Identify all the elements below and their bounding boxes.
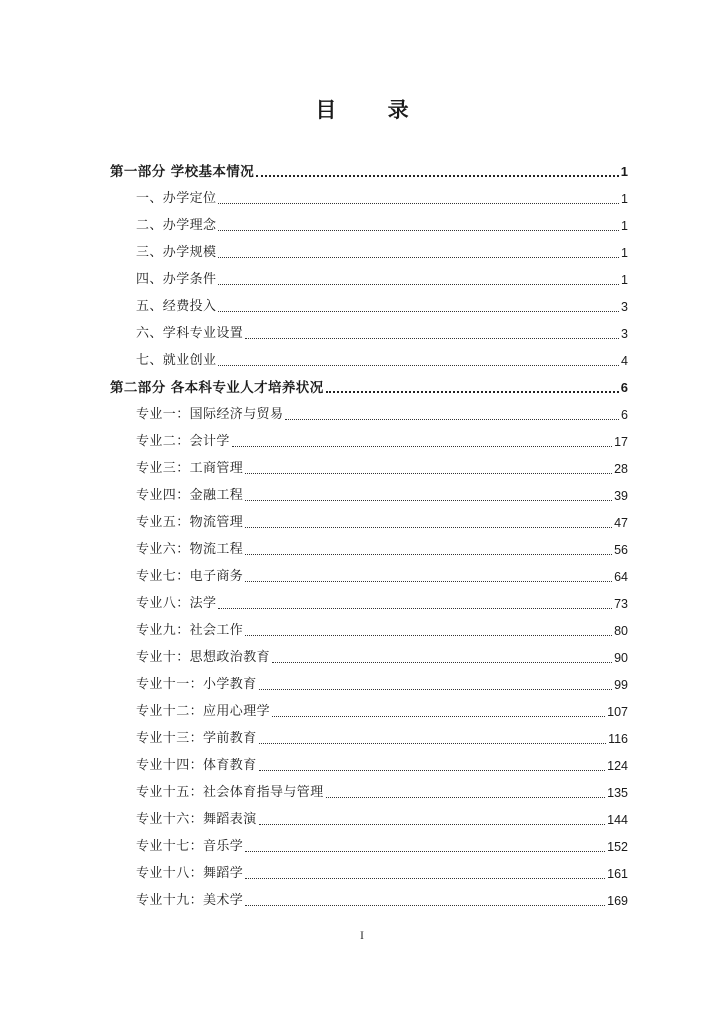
toc-entry[interactable] <box>110 560 628 587</box>
toc-entry-label: 三、办学规模 <box>136 245 217 260</box>
toc-entry-page: 169 <box>607 894 628 908</box>
toc-entry[interactable] <box>110 830 628 857</box>
toc-entry-page: 144 <box>607 813 628 827</box>
toc-dot-leader <box>259 743 606 744</box>
toc-entry-page: 1 <box>621 219 628 233</box>
toc-dot-leader <box>218 257 619 258</box>
toc-entry[interactable] <box>110 641 628 668</box>
toc-entry-label: 专业十三：学前教育 <box>136 731 257 746</box>
toc-entry[interactable] <box>110 425 628 452</box>
toc-dot-leader <box>245 905 605 906</box>
toc-dot-leader <box>218 365 619 366</box>
toc-entry-label: 专业十九：美术学 <box>136 893 244 908</box>
toc-dot-leader <box>218 230 619 231</box>
toc-entry-page: 17 <box>614 435 628 449</box>
toc-entry-label: 五、经费投入 <box>136 299 217 314</box>
toc-entry-label: 专业五：物流管理 <box>136 515 244 530</box>
toc-dot-leader <box>326 797 606 798</box>
toc-entry-label: 专业十五：社会体育指导与管理 <box>136 785 324 800</box>
footer-page-number: I <box>360 928 364 942</box>
toc-entry-page: 73 <box>614 597 628 611</box>
toc-entry-label: 专业九：社会工作 <box>136 623 244 638</box>
toc-dot-leader <box>245 338 619 339</box>
toc-entry-page: 1 <box>621 246 628 260</box>
toc-entry-label: 专业十六：舞蹈表演 <box>136 812 257 827</box>
toc-entry[interactable] <box>110 668 628 695</box>
toc-entry-label: 专业六：物流工程 <box>136 542 244 557</box>
toc-entry[interactable] <box>110 884 628 911</box>
toc-dot-leader <box>272 662 612 663</box>
toc-entry-page: 161 <box>607 867 628 881</box>
toc-entry-page: 47 <box>614 516 628 530</box>
toc-entry[interactable] <box>110 182 628 209</box>
toc-entry-page: 39 <box>614 489 628 503</box>
toc-entry-page: 3 <box>621 300 628 314</box>
toc-entry-label: 第二部分 各本科专业人才培养状况 <box>110 380 324 396</box>
toc-dot-leader <box>256 175 619 177</box>
toc-entry[interactable] <box>110 317 628 344</box>
toc-entry[interactable] <box>110 776 628 803</box>
toc-entry-label: 专业十八：舞蹈学 <box>136 866 244 881</box>
toc-dot-leader <box>326 391 619 393</box>
toc-entry-page: 3 <box>621 327 628 341</box>
toc-entry-page: 107 <box>607 705 628 719</box>
toc-entry[interactable] <box>110 857 628 884</box>
toc-entry[interactable] <box>110 722 628 749</box>
toc-dot-leader <box>245 635 612 636</box>
toc-dot-leader <box>232 446 612 447</box>
toc-entry-page: 28 <box>614 462 628 476</box>
toc-dot-leader <box>218 311 619 312</box>
toc-entry-page: 6 <box>620 380 628 395</box>
toc-entry-label: 二、办学理念 <box>136 218 217 233</box>
toc-entry-label: 一、办学定位 <box>136 191 217 206</box>
toc-entry-page: 116 <box>608 732 628 746</box>
toc-entry[interactable] <box>110 398 628 425</box>
toc-entry-page: 6 <box>621 408 628 422</box>
toc-entry-page: 4 <box>621 354 628 368</box>
toc-entry[interactable] <box>110 803 628 830</box>
toc-entry[interactable] <box>110 209 628 236</box>
toc-entry-page: 124 <box>607 759 628 773</box>
toc-entry-label: 专业二：会计学 <box>136 434 230 449</box>
toc-entry-page: 135 <box>607 786 628 800</box>
page-title: 目 录 <box>315 98 431 122</box>
toc-dot-leader <box>245 500 612 501</box>
toc-entry-page: 99 <box>614 678 628 692</box>
toc-entry-label: 专业八：法学 <box>136 596 217 611</box>
toc-entry[interactable] <box>110 236 628 263</box>
toc-entry-page: 56 <box>614 543 628 557</box>
toc-entry-label: 专业一：国际经济与贸易 <box>136 407 284 422</box>
toc-entry-page: 1 <box>621 192 628 206</box>
toc-entry-label: 专业十四：体育教育 <box>136 758 257 773</box>
toc-entry[interactable] <box>110 263 628 290</box>
toc-part-entry[interactable] <box>110 155 628 182</box>
toc-entry[interactable] <box>110 749 628 776</box>
toc-entry-page: 152 <box>607 840 628 854</box>
toc-dot-leader <box>245 878 605 879</box>
toc-entry[interactable] <box>110 587 628 614</box>
toc-entry-label: 专业三：工商管理 <box>136 461 244 476</box>
toc-dot-leader <box>245 581 612 582</box>
toc-dot-leader <box>218 203 619 204</box>
toc-entry-label: 专业十二：应用心理学 <box>136 704 271 719</box>
toc-entry-page: 1 <box>621 273 628 287</box>
toc-part-entry[interactable] <box>110 371 628 398</box>
toc-entry-label: 专业十一：小学教育 <box>136 677 257 692</box>
toc-entry[interactable] <box>110 695 628 722</box>
toc-entry[interactable] <box>110 614 628 641</box>
toc-dot-leader <box>245 473 612 474</box>
table-of-contents <box>110 155 628 911</box>
toc-entry-label: 第一部分 学校基本情况 <box>110 164 255 180</box>
toc-dot-leader <box>218 284 619 285</box>
toc-entry-page: 90 <box>614 651 628 665</box>
toc-entry-label: 六、学科专业设置 <box>136 326 244 341</box>
toc-dot-leader <box>218 608 612 609</box>
toc-dot-leader <box>245 554 612 555</box>
toc-entry[interactable] <box>110 452 628 479</box>
toc-entry-label: 专业十：思想政治教育 <box>136 650 271 665</box>
toc-dot-leader <box>259 770 606 771</box>
toc-dot-leader <box>245 527 612 528</box>
toc-entry-label: 专业十七：音乐学 <box>136 839 244 854</box>
toc-entry-page: 64 <box>614 570 628 584</box>
toc-dot-leader <box>272 716 605 717</box>
toc-entry[interactable] <box>110 344 628 371</box>
toc-entry[interactable] <box>110 290 628 317</box>
toc-entry[interactable] <box>110 533 628 560</box>
toc-entry-page: 80 <box>614 624 628 638</box>
toc-entry-label: 专业七：电子商务 <box>136 569 244 584</box>
toc-dot-leader <box>259 689 612 690</box>
toc-entry-label: 七、就业创业 <box>136 353 217 368</box>
toc-entry[interactable] <box>110 479 628 506</box>
toc-dot-leader <box>259 824 606 825</box>
toc-entry-label: 四、办学条件 <box>136 272 217 287</box>
toc-entry-label: 专业四：金融工程 <box>136 488 244 503</box>
toc-dot-leader <box>285 419 619 420</box>
toc-dot-leader <box>245 851 605 852</box>
toc-entry-page: 1 <box>620 164 628 179</box>
toc-entry[interactable] <box>110 506 628 533</box>
